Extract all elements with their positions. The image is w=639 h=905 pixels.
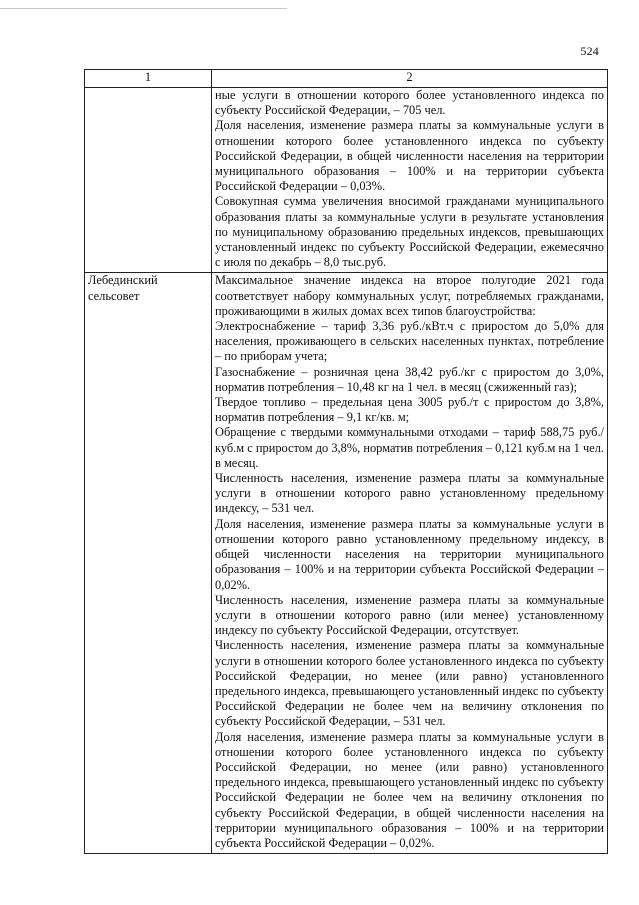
document-table bbox=[84, 69, 608, 854]
paragraph: ные услуги в отношении которого более установленного индекса по субъекту Российской Федерации, – 705 чел. bbox=[215, 88, 604, 118]
table-header-row bbox=[85, 70, 608, 88]
top-rule bbox=[0, 8, 287, 9]
paragraph: Численность населения, изменение размера платы за коммунальные услуги в отношении которого равно (или менее) установленному индексу по субъекту Российской Федерации, отсутствует. bbox=[215, 592, 604, 638]
table-row bbox=[85, 273, 608, 854]
paragraph: Численность населения, изменение размера платы за коммунальные услуги в отношении которого более установленного индекса по субъекту Российской Федерации, но менее (или равно) установленного предельного индекса, превышающего установленный индекс по субъекту Российской Федерации не более чем на величину отклонения по субъекту Российской Федерации, – 531 чел. bbox=[215, 638, 604, 729]
paragraph: Численность населения, изменение размера платы за коммунальные услуги в отношении которого равно установленному предельному индексу, – 531 чел. bbox=[215, 471, 604, 516]
paragraph: Доля населения, изменение размера платы за коммунальные услуги в отношении которого равно установленному предельному индексу, в общей численности населения на территории муниципального образования – 100% и на территории субъекта Российской Федерации – 0,02%. bbox=[215, 516, 604, 592]
column-header-2: 2 bbox=[212, 70, 608, 88]
paragraph: Совокупная сумма увеличения вносимой гражданами муниципального образования платы за коммунальные услуги в результате установления по муниципальному образованию предельных индексов, превышающих установленный индекс по субъекту Российской Федерации, ежемесячно с июля по декабрь – 8,0 тыс.руб. bbox=[215, 194, 604, 270]
paragraph: Твердое топливо – предельная цена 3005 руб./т с приростом до 3,8%, норматив потребления – 9,1 кг/кв. м; bbox=[215, 395, 604, 425]
paragraph: Доля населения, изменение размера платы за коммунальные услуги в отношении которого более установленного индекса по субъекту Российской Федерации, в общей численности населения на территории муниципального образования – 100% и на территории субъекта Российской Федерации – 0,03%. bbox=[215, 118, 604, 194]
paragraph: Доля населения, изменение размера платы за коммунальные услуги в отношении которого более установленного индекса по субъекту Российской Федерации, но менее (или равно) установленного предельного индекса, превышающего установленный индекс по субъекту Российской Федерации не более чем на величину отклонения по субъекту Российской Федерации, в общей численности населения на территории муниципального образования – 100% и на территории субъекта Российской Федерации – 0,02%. bbox=[215, 729, 604, 850]
paragraph: Обращение с твердыми коммунальными отходами – тариф 588,75 руб./куб.м с приростом до 3,8%, норматив потребления – 0,121 куб.м на 1 чел. в месяц. bbox=[215, 425, 604, 470]
column-header-1: 1 bbox=[85, 70, 212, 88]
paragraph: Газоснабжение – розничная цена 38,42 руб./кг с приростом до 3,0%, норматив потребления – 10,48 кг на 1 чел. в месяц (сжиженный газ); bbox=[215, 364, 604, 394]
text-cell bbox=[212, 273, 608, 854]
paragraph: Максимальное значение индекса на второе полугодие 2021 года соответствует набору коммунальных услуг, потребляемых гражданами, проживающими в жилых домах всех типов благоустройства: bbox=[215, 273, 604, 318]
region-cell: Лебединский сельсовет bbox=[85, 273, 212, 854]
region-cell bbox=[85, 88, 212, 273]
paragraph: Электроснабжение – тариф 3,36 руб./кВт.ч с приростом до 5,0% для населения, проживающего в сельских населенных пунктах, потребление – по приборам учета; bbox=[215, 319, 604, 364]
page-number: 524 bbox=[580, 44, 599, 58]
text-cell bbox=[212, 88, 608, 273]
table-row bbox=[85, 88, 608, 273]
